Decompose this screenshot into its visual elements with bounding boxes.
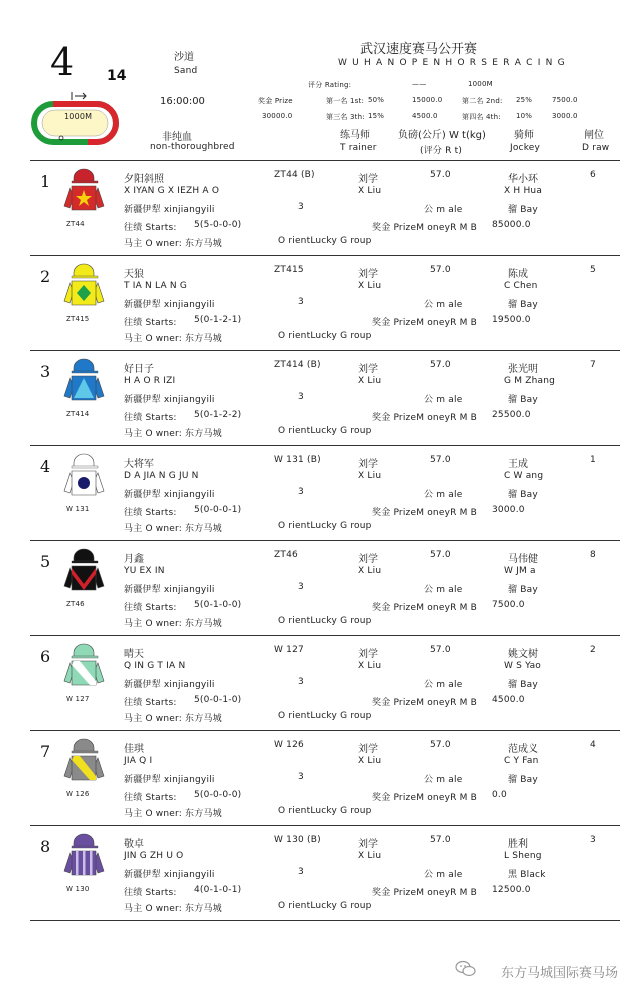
coat-color: 骝 Bay [508, 205, 538, 215]
second-label: 第二名 2nd: [462, 97, 503, 105]
silk-code: W 126 [66, 790, 90, 798]
prize-value: 25500.0 [492, 410, 531, 420]
footer-brand: 东方马城国际赛马场 [500, 966, 618, 981]
horse-name-en: D A JIA N G JU N [124, 471, 199, 481]
runner-number: 5 [40, 552, 51, 571]
jockey-silk-icon [62, 831, 106, 877]
sex: 公 m ale [424, 490, 463, 500]
starts-value: 4(0-1-0-1) [194, 885, 242, 895]
draw: 1 [590, 455, 596, 465]
jockey-en: L Sheng [504, 851, 542, 861]
col-weight-cn: 负磅(公斤) W t(kg) [398, 130, 486, 141]
owner: 马主 O wner: 东方马城 [124, 239, 222, 249]
runner-number: 6 [40, 647, 51, 666]
jockey-en: W S Yao [504, 661, 542, 671]
horse-code: ZT415 [274, 265, 304, 275]
runner-number: 7 [40, 742, 51, 761]
starts-value: 5(0-0-1-0) [194, 695, 242, 705]
draw: 6 [590, 170, 596, 180]
starts-label: 往绩 Starts: [124, 793, 177, 803]
draw: 5 [590, 265, 596, 275]
trainer-cn: 刘学 [358, 174, 378, 185]
horse-name-cn: 月鑫 [124, 554, 144, 565]
jockey-en: C Y Fan [504, 756, 539, 766]
prize-label: 奖金 PrizeM oneyR M B [372, 508, 478, 518]
prize-value: 19500.0 [492, 315, 531, 325]
jockey-en: X H Hua [504, 186, 543, 196]
jockey-silk-icon [62, 166, 106, 212]
owner-group: O rientLucky G roup [278, 711, 372, 721]
row-divider [30, 350, 620, 351]
row-divider [30, 445, 620, 446]
prize-value: 4500.0 [492, 695, 525, 705]
horse-code: ZT46 [274, 550, 298, 560]
prize-label: 奖金 Prize [258, 97, 293, 105]
rating-label: 评分 Rating: [308, 81, 352, 89]
horse-name-en: X IYAN G X IEZH A O [124, 186, 220, 196]
owner-group: O rientLucky G roup [278, 426, 372, 436]
first-amount: 15000.0 [412, 96, 443, 104]
trainer-en: X Liu [358, 756, 382, 766]
jockey-cn: 姚文树 [508, 649, 538, 660]
jockey-cn: 华小环 [508, 174, 538, 185]
origin: 新疆伊犁 xinjiangyili [124, 585, 215, 595]
owner-group: O rientLucky G roup [278, 616, 372, 626]
silk-code: W 131 [66, 505, 90, 513]
draw: 3 [590, 835, 596, 845]
jockey-cn: 张光明 [508, 364, 538, 375]
starts-value: 5(5-0-0-0) [194, 220, 242, 230]
owner-group: O rientLucky G roup [278, 521, 372, 531]
runner-number: 8 [40, 837, 51, 856]
weight: 57.0 [430, 455, 451, 465]
prize-label: 奖金 PrizeM oneyR M B [372, 603, 478, 613]
jockey-silk-icon [62, 641, 106, 687]
jockey-silk-icon [62, 261, 106, 307]
horse-name-en: JIN G ZH U O [124, 851, 184, 861]
third-pct: 15% [368, 112, 385, 120]
fourth-label: 第四名 4th: [462, 113, 501, 121]
sex: 公 m ale [424, 395, 463, 405]
fourth-pct: 10% [516, 112, 533, 120]
starts-label: 往绩 Starts: [124, 888, 177, 898]
age: 3 [298, 392, 304, 402]
coat-color: 骝 Bay [508, 395, 538, 405]
age: 3 [298, 772, 304, 782]
wechat-icon [455, 960, 477, 978]
horse-name-en: Q IN G T IA N [124, 661, 186, 671]
origin: 新疆伊犁 xinjiangyili [124, 490, 215, 500]
horse-name-cn: 晴天 [124, 649, 144, 660]
row-divider [30, 160, 620, 161]
first-pct: 50% [368, 96, 385, 104]
row-divider [30, 635, 620, 636]
race-title-cn: 武汉速度赛马公开赛 [360, 42, 478, 57]
age: 3 [298, 677, 304, 687]
owner: 马主 O wner: 东方马城 [124, 904, 222, 914]
sex: 公 m ale [424, 870, 463, 880]
owner-group: O rientLucky G roup [278, 901, 372, 911]
surface-cn: 沙道 [174, 52, 194, 63]
weight: 57.0 [430, 550, 451, 560]
prize-label: 奖金 PrizeM oneyR M B [372, 698, 478, 708]
race-number: 4 [50, 40, 75, 84]
draw: 7 [590, 360, 596, 370]
draw: 8 [590, 550, 596, 560]
origin: 新疆伊犁 xinjiangyili [124, 870, 215, 880]
coat-color: 骝 Bay [508, 300, 538, 310]
starts-value: 5(0-1-2-1) [194, 315, 242, 325]
jockey-cn: 陈成 [508, 269, 528, 280]
coat-color: 骝 Bay [508, 680, 538, 690]
sex: 公 m ale [424, 300, 463, 310]
trainer-cn: 刘学 [358, 744, 378, 755]
row-divider [30, 540, 620, 541]
row-divider [30, 255, 620, 256]
starts-label: 往绩 Starts: [124, 508, 177, 518]
jockey-en: C Chen [504, 281, 538, 291]
origin: 新疆伊犁 xinjiangyili [124, 300, 215, 310]
horse-name-cn: 大将军 [124, 459, 154, 470]
surface-en: Sand [174, 66, 198, 76]
coat-color: 黑 Black [508, 870, 546, 880]
runner-number: 4 [40, 457, 51, 476]
jockey-silk-icon [62, 546, 106, 592]
horse-code: W 127 [274, 645, 304, 655]
coat-color: 骝 Bay [508, 490, 538, 500]
sex: 公 m ale [424, 680, 463, 690]
horse-name-cn: 敬卓 [124, 839, 144, 850]
row-divider [30, 730, 620, 731]
rating-value: —— [412, 80, 427, 88]
age: 3 [298, 202, 304, 212]
horse-code: W 130 (B) [274, 835, 321, 845]
race-title-en: W U H A N O P E N H O R S E R A C I N G [338, 58, 566, 68]
owner: 马主 O wner: 东方马城 [124, 714, 222, 724]
horse-name-en: YU EX IN [124, 566, 165, 576]
runner-number: 2 [40, 267, 51, 286]
col-weight-en: (评分 R t) [420, 146, 463, 156]
jockey-silk-icon [62, 356, 106, 402]
horse-name-en: T IA N LA N G [124, 281, 188, 291]
owner: 马主 O wner: 东方马城 [124, 524, 222, 534]
owner-group: O rientLucky G roup [278, 236, 372, 246]
second-amount: 7500.0 [552, 96, 578, 104]
jockey-cn: 范成义 [508, 744, 538, 755]
jockey-cn: 马伟健 [508, 554, 538, 565]
prize-label: 奖金 PrizeM oneyR M B [372, 793, 478, 803]
col-draw-en: D raw [582, 143, 610, 153]
coat-color: 骝 Bay [508, 585, 538, 595]
owner: 马主 O wner: 东方马城 [124, 429, 222, 439]
silk-code: W 127 [66, 695, 90, 703]
draw: 4 [590, 740, 596, 750]
owner-group: O rientLucky G roup [278, 806, 372, 816]
sex: 公 m ale [424, 775, 463, 785]
prize-label: 奖金 PrizeM oneyR M B [372, 888, 478, 898]
owner: 马主 O wner: 东方马城 [124, 809, 222, 819]
prize-label: 奖金 PrizeM oneyR M B [372, 223, 478, 233]
prize-value: 3000.0 [492, 505, 525, 515]
race-sub-number: 14 [107, 68, 127, 84]
horse-name-cn: 天狼 [124, 269, 144, 280]
weight: 57.0 [430, 265, 451, 275]
starts-label: 往绩 Starts: [124, 223, 177, 233]
jockey-en: G M Zhang [504, 376, 556, 386]
trainer-cn: 刘学 [358, 459, 378, 470]
horse-name-cn: 好日子 [124, 364, 154, 375]
jockey-en: C W ang [504, 471, 544, 481]
trainer-en: X Liu [358, 186, 382, 196]
first-label: 第一名 1st: [326, 97, 365, 105]
third-label: 第三名 3th: [326, 113, 365, 121]
starts-label: 往绩 Starts: [124, 603, 177, 613]
col-trainer-en: T rainer [340, 143, 377, 153]
origin: 新疆伊犁 xinjiangyili [124, 775, 215, 785]
breed-en: non-thoroughbred [150, 142, 235, 152]
silk-code: ZT46 [66, 600, 85, 608]
origin: 新疆伊犁 xinjiangyili [124, 205, 215, 215]
second-pct: 25% [516, 96, 533, 104]
jockey-cn: 王成 [508, 459, 528, 470]
owner: 马主 O wner: 东方马城 [124, 334, 222, 344]
starts-label: 往绩 Starts: [124, 318, 177, 328]
trainer-en: X Liu [358, 566, 382, 576]
horse-code: ZT44 (B) [274, 170, 315, 180]
row-divider [30, 825, 620, 826]
trainer-en: X Liu [358, 661, 382, 671]
coat-color: 骝 Bay [508, 775, 538, 785]
starts-value: 5(0-0-0-1) [194, 505, 242, 515]
third-amount: 4500.0 [412, 112, 438, 120]
trainer-cn: 刘学 [358, 554, 378, 565]
trainer-en: X Liu [358, 376, 382, 386]
breed-cn: 非纯血 [162, 132, 192, 143]
weight: 57.0 [430, 835, 451, 845]
race-time: 16:00:00 [160, 96, 205, 107]
horse-name-en: H A O R IZI [124, 376, 176, 386]
owner-group: O rientLucky G roup [278, 331, 372, 341]
silk-code: ZT415 [66, 315, 90, 323]
prize-value: 7500.0 [492, 600, 525, 610]
prize-value: 12500.0 [492, 885, 531, 895]
weight: 57.0 [430, 360, 451, 370]
fourth-amount: 3000.0 [552, 112, 578, 120]
trainer-en: X Liu [358, 471, 382, 481]
race-distance: 1000M [468, 80, 493, 88]
trainer-cn: 刘学 [358, 839, 378, 850]
prize-label: 奖金 PrizeM oneyR M B [372, 318, 478, 328]
col-jockey-cn: 骑师 [514, 130, 534, 141]
silk-code: ZT414 [66, 410, 90, 418]
weight: 57.0 [430, 645, 451, 655]
weight: 57.0 [430, 740, 451, 750]
col-trainer-cn: 练马师 [340, 130, 370, 141]
age: 3 [298, 867, 304, 877]
runner-number: 1 [40, 172, 51, 191]
age: 3 [298, 582, 304, 592]
trainer-en: X Liu [358, 281, 382, 291]
starts-label: 往绩 Starts: [124, 698, 177, 708]
starts-value: 5(0-1-0-0) [194, 600, 242, 610]
jockey-silk-icon [62, 736, 106, 782]
horse-code: ZT414 (B) [274, 360, 321, 370]
origin: 新疆伊犁 xinjiangyili [124, 395, 215, 405]
age: 3 [298, 487, 304, 497]
prize-total: 30000.0 [262, 112, 293, 120]
prize-label: 奖金 PrizeM oneyR M B [372, 413, 478, 423]
horse-name-cn: 夕阳斜照 [124, 174, 164, 185]
trainer-cn: 刘学 [358, 364, 378, 375]
jockey-en: W JM a [504, 566, 536, 576]
prize-value: 85000.0 [492, 220, 531, 230]
jockey-cn: 胜利 [508, 839, 528, 850]
sex: 公 m ale [424, 585, 463, 595]
starts-value: 5(0-1-2-2) [194, 410, 242, 420]
horse-code: W 131 (B) [274, 455, 321, 465]
row-divider [30, 920, 620, 921]
starts-label: 往绩 Starts: [124, 413, 177, 423]
origin: 新疆伊犁 xinjiangyili [124, 680, 215, 690]
trainer-cn: 刘学 [358, 269, 378, 280]
horse-code: W 126 [274, 740, 304, 750]
col-draw-cn: 闸位 [584, 130, 604, 141]
age: 3 [298, 297, 304, 307]
weight: 57.0 [430, 170, 451, 180]
jockey-silk-icon [62, 451, 106, 497]
trainer-cn: 刘学 [358, 649, 378, 660]
starts-value: 5(0-0-0-0) [194, 790, 242, 800]
prize-value: 0.0 [492, 790, 507, 800]
sex: 公 m ale [424, 205, 463, 215]
owner: 马主 O wner: 东方马城 [124, 619, 222, 629]
horse-name-cn: 佳琪 [124, 744, 144, 755]
runner-number: 3 [40, 362, 51, 381]
horse-name-en: JIA Q I [124, 756, 153, 766]
track-distance: 1000M [64, 112, 93, 121]
col-jockey-en: Jockey [510, 143, 541, 153]
silk-code: ZT44 [66, 220, 85, 228]
trainer-en: X Liu [358, 851, 382, 861]
silk-code: W 130 [66, 885, 90, 893]
draw: 2 [590, 645, 596, 655]
